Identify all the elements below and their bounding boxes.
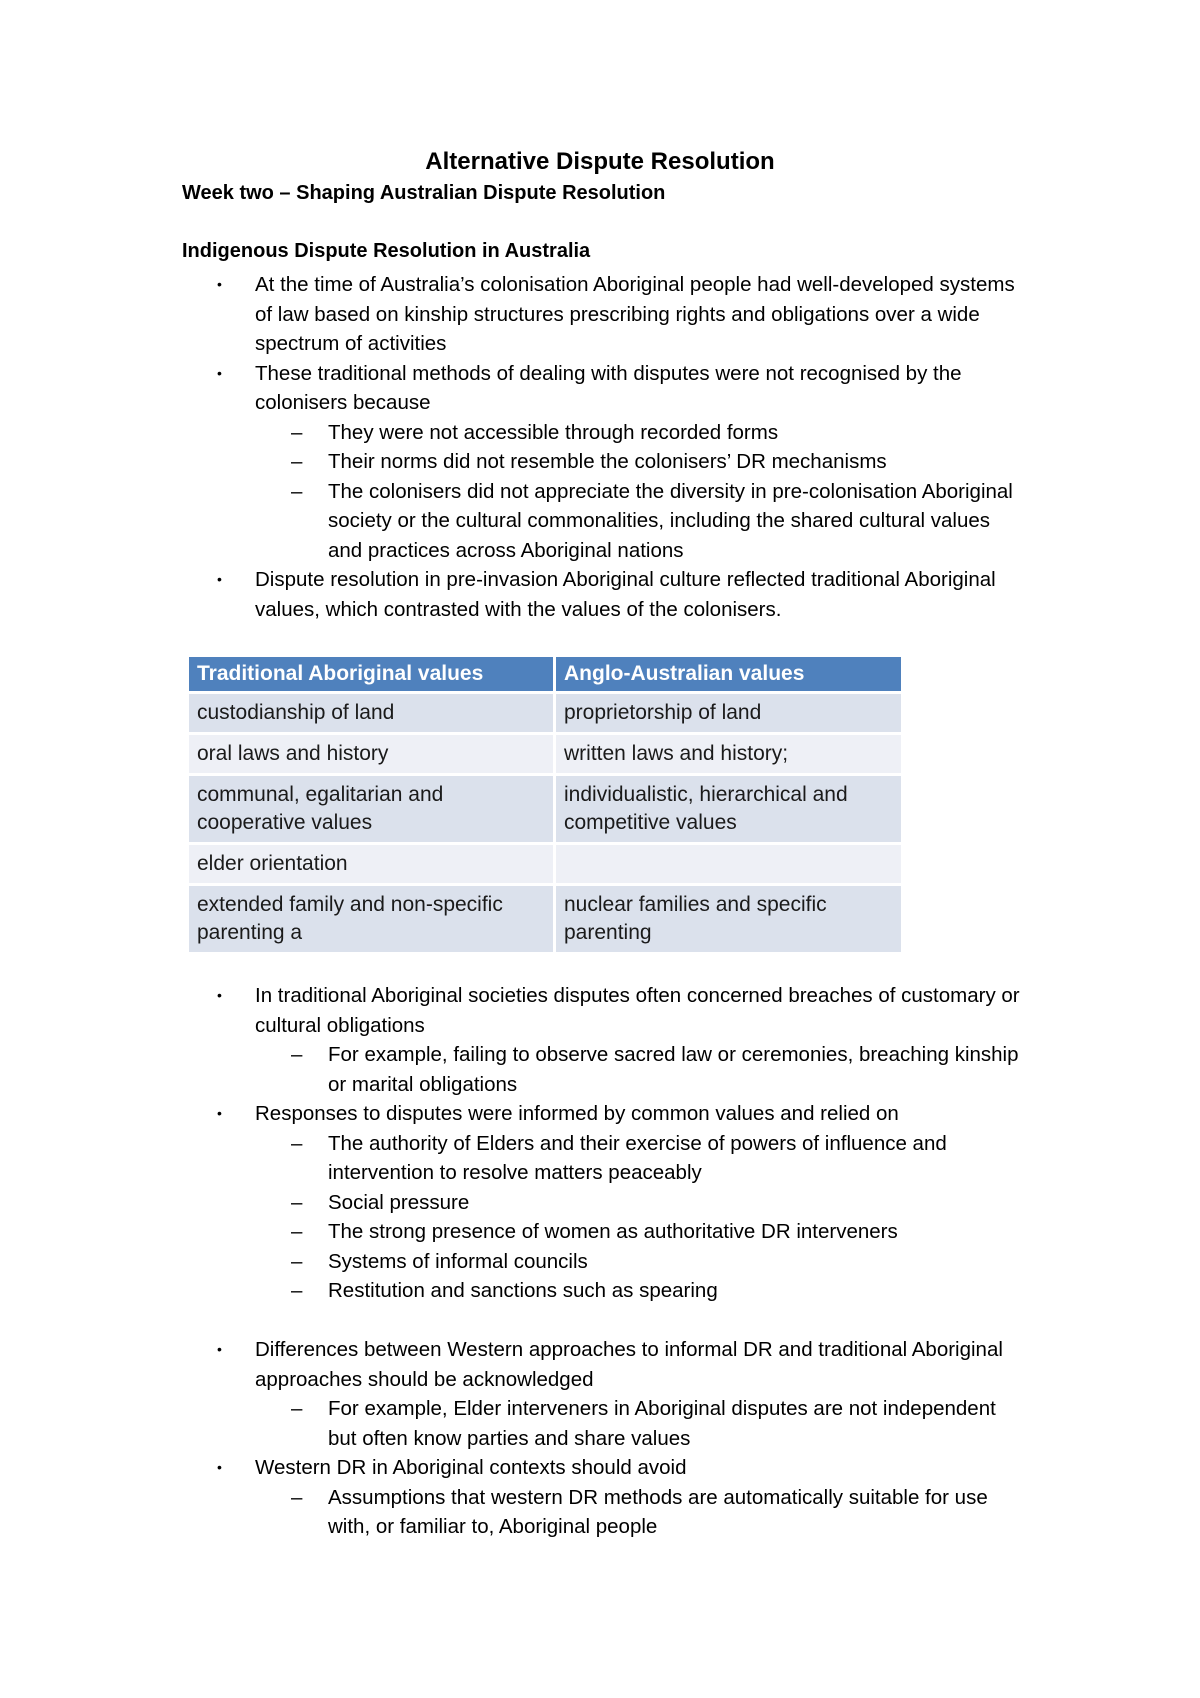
sub-list (255, 1129, 1022, 1306)
later-bullet-list (182, 981, 1022, 1542)
page-title: Alternative Dispute Resolution (425, 148, 775, 175)
dash-icon: – (291, 479, 303, 503)
table-row (189, 845, 901, 883)
sub-list-item: – For example, Elder interveners in Aboriginal disputes are not independent but often know parties and share values (255, 1394, 1022, 1453)
dash-icon: – (291, 420, 303, 444)
dash-icon: – (291, 1279, 303, 1302)
sub-list-item: – Systems of informal councils (255, 1247, 1022, 1277)
table-row (189, 735, 901, 773)
table-row (189, 886, 901, 952)
table-cell: nuclear families and specific parenting (556, 886, 901, 952)
list-item: • Responses to disputes were informed by common values and relied on – The authority of Elders and their exercise of powers of influence and intervention to resolve matters peaceably – Social pressure – The strong presence of women as authoritative DR interveners – Systems of informal councils – Restitution and sanctions such as spearing (182, 1099, 1022, 1306)
dash-icon: – (291, 1190, 303, 1214)
table-row (189, 776, 901, 842)
table-header-cell: Anglo-Australian values (556, 657, 901, 691)
values-comparison-table (186, 654, 904, 955)
bullet-icon: • (217, 1341, 222, 1357)
list-item: • Western DR in Aboriginal contexts should avoid – Assumptions that western DR methods are automatically suitable for use with, or familiar to, Aboriginal people (182, 1453, 1022, 1542)
page-subtitle: Week two – Shaping Australian Dispute Resolution (182, 182, 666, 204)
table-cell: proprietorship of land (556, 694, 901, 732)
dash-icon: – (291, 1043, 303, 1066)
table-row (189, 694, 901, 732)
sub-list-item: – Their norms did not resemble the colonisers’ DR mechanisms (255, 447, 1022, 477)
sub-list (255, 1483, 1022, 1542)
list-item: • These traditional methods of dealing with disputes were not recognised by the colonisers because – They were not accessible through recorded forms – Their norms did not resemble the colonisers’ DR mechanisms – The colonisers did not appreciate the diversity in pre-colonisation Aboriginal society or the cultural commonalities, including the shared cultural values and practices across Aboriginal nations (182, 359, 1022, 566)
table-cell: communal, egalitarian and cooperative values (189, 776, 553, 842)
bullet-icon: • (217, 1105, 222, 1121)
bullet-icon: • (217, 364, 222, 381)
table-cell: written laws and history; (556, 735, 901, 773)
bullet-icon: • (217, 276, 222, 292)
intro-bullet-list (182, 270, 1022, 624)
dash-icon: – (291, 1131, 303, 1155)
list-item: • Differences between Western approaches to informal DR and traditional Aboriginal approaches should be acknowledged – For example, Elder interveners in Aboriginal disputes are not independent but often know parties and share values (182, 1335, 1022, 1453)
bullet-icon: • (217, 987, 222, 1003)
section-heading: Indigenous Dispute Resolution in Australia (182, 240, 591, 262)
spacer (182, 1306, 1022, 1336)
sub-list-item: – They were not accessible through recorded forms (255, 418, 1022, 448)
table-cell (556, 845, 901, 883)
table-header-cell: Traditional Aboriginal values (189, 657, 553, 691)
sub-list-item: – Social pressure (255, 1188, 1022, 1218)
sub-list-item: – The strong presence of women as authoritative DR interveners (255, 1217, 1022, 1247)
list-item: • In traditional Aboriginal societies disputes often concerned breaches of customary or cultural obligations – For example, failing to observe sacred law or ceremonies, breaching kinship or marital obligations (182, 981, 1022, 1099)
dash-icon: – (291, 450, 303, 473)
sub-list-item: – Assumptions that western DR methods are automatically suitable for use with, or familiar to, Aboriginal people (255, 1483, 1022, 1542)
table-cell: oral laws and history (189, 735, 553, 773)
sub-list-item: – For example, failing to observe sacred law or ceremonies, breaching kinship or marital obligations (255, 1040, 1022, 1099)
table-header-row (189, 657, 901, 691)
sub-list-item: – The colonisers did not appreciate the diversity in pre-colonisation Aboriginal society or the cultural commonalities, including the shared cultural values and practices across Aboriginal nations (255, 477, 1022, 566)
bullet-icon: • (217, 571, 222, 587)
dash-icon: – (291, 1397, 303, 1420)
dash-icon: – (291, 1485, 303, 1509)
sub-list-item: – Restitution and sanctions such as spearing (255, 1276, 1022, 1306)
sub-list (255, 1394, 1022, 1453)
list-item: • At the time of Australia’s colonisation Aboriginal people had well-developed systems of law based on kinship structures prescribing rights and obligations over a wide spectrum of activities (182, 270, 1022, 359)
dash-icon: – (291, 1220, 303, 1243)
table-cell: elder orientation (189, 845, 553, 883)
dash-icon: – (291, 1249, 303, 1273)
sub-list (255, 418, 1022, 566)
table-cell: extended family and non-specific parenting a (189, 886, 553, 952)
table-cell: custodianship of land (189, 694, 553, 732)
list-item: • Dispute resolution in pre-invasion Aboriginal culture reflected traditional Aboriginal values, which contrasted with the values of the colonisers. (182, 565, 1022, 624)
bullet-icon: • (217, 1459, 222, 1475)
table-cell: individualistic, hierarchical and competitive values (556, 776, 901, 842)
sub-list-item: – The authority of Elders and their exercise of powers of influence and intervention to resolve matters peaceably (255, 1129, 1022, 1188)
sub-list (255, 1040, 1022, 1099)
